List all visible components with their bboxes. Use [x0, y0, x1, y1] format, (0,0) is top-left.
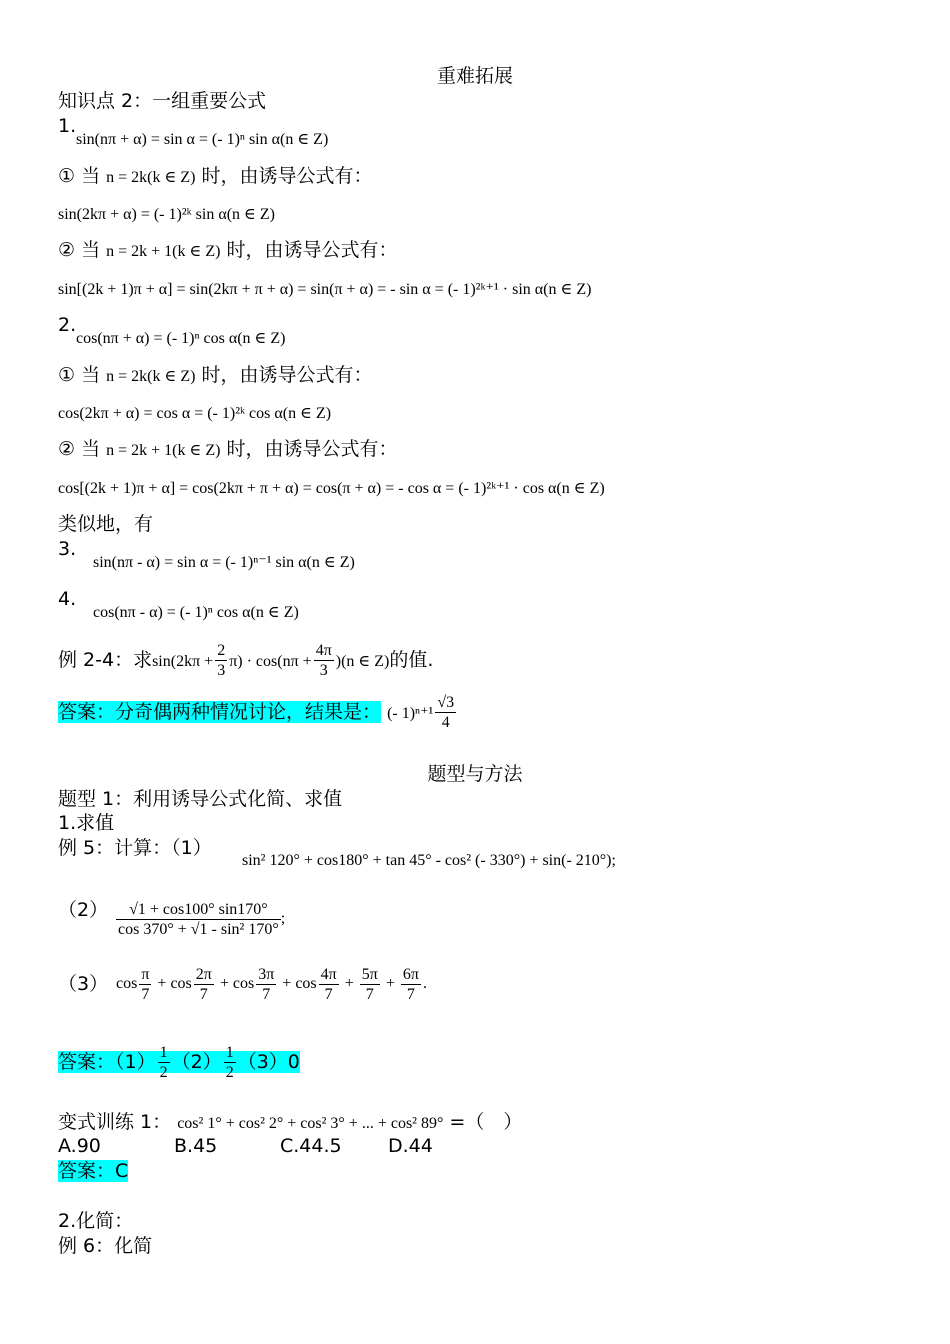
example-5-part-2 — [116, 900, 285, 939]
case-condition: n = 2k + 1(k ∈ Z) — [106, 442, 221, 459]
identity-4-formula: cos(nπ - α) = (- 1)ⁿ cos α(n ∈ Z) — [93, 604, 299, 621]
identity-2 — [58, 313, 76, 337]
formula-cos-even: cos(2kπ + α) = cos α = (- 1)²ᵏ cos α(n ∈ Z) — [58, 405, 332, 422]
section-title-key-points: 重难拓展 — [436, 65, 513, 87]
cos-term-fraction: $\frac{\pi}{7}$ — [141, 965, 150, 1003]
cos-term-fraction: $\frac{2\pi}{7}$ — [195, 965, 212, 1003]
answer-fraction-2: $\frac{1}{2}$ — [225, 1044, 234, 1081]
option-b: B.45 — [174, 1135, 218, 1157]
knowledge-point-heading: 知识点 2：一组重要公式 — [58, 90, 267, 112]
case-1-cos — [58, 363, 372, 389]
item-number: 1. — [58, 115, 77, 137]
answer-fraction-1: $\frac{1}{2}$ — [159, 1044, 168, 1081]
answer-highlight: 答案：分奇偶两种情况讨论，结果是： — [58, 701, 382, 723]
item-number: 2. — [58, 314, 77, 336]
example-5-part-1: sin² 120° + cos180° + tan 45° - cos² (- 330°) + sin(- 210°); — [242, 852, 616, 869]
case-condition: n = 2k + 1(k ∈ Z) — [106, 243, 221, 260]
option-c: C.44.5 — [280, 1135, 342, 1157]
case-condition: n = 2k(k ∈ Z) — [106, 368, 196, 385]
section-title-types-methods: 题型与方法 — [427, 763, 523, 785]
plus-sign: + — [282, 975, 292, 992]
cos-term-fraction: $\frac{4\pi}{7}$ — [320, 965, 337, 1003]
option-d: D.44 — [388, 1135, 433, 1157]
part-2-fraction: $\frac{√1 + \cos 100^\circ \sin 170^\circ}{\text{cos 370° + √1 - sin² 170°}}$ — [118, 901, 279, 938]
formula-sin-odd: sin[(2k + 1)π + α] = sin(2kπ + π + α) = sin(π + α) = - sin α = (- 1)²ᵏ⁺¹ · sin α(n ∈ Z) — [58, 281, 592, 298]
case-label: ② 当 — [58, 239, 101, 261]
cos-word: cos — [170, 975, 192, 992]
plus-sign: + — [219, 975, 229, 992]
expr-part: π) · cos(nπ + — [229, 653, 312, 670]
answer-5 — [58, 1040, 300, 1084]
case-text: 时，由诱导公式有： — [201, 165, 373, 187]
example-label: 例 2-4：求 — [58, 649, 153, 671]
variant-blank: =（ ） — [449, 1111, 523, 1133]
answer-power: (- 1)ⁿ⁺¹ — [387, 705, 434, 722]
case-text: 时，由诱导公式有： — [226, 438, 398, 460]
answer-variant-1 — [58, 1159, 128, 1183]
plus-sign: + — [344, 975, 354, 992]
identity-2-formula: cos(nπ + α) = (- 1)ⁿ cos α(n ∈ Z) — [76, 330, 286, 347]
cos-word: cos — [116, 975, 138, 992]
example-5-label: 例 5：计算：（1） — [58, 837, 212, 859]
semicolon: ; — [280, 910, 286, 928]
example-2-4 — [58, 638, 433, 684]
answer-fraction: $\frac{√3}{4}$ — [437, 694, 455, 731]
identity-1 — [58, 114, 76, 138]
case-2-sin — [58, 238, 398, 264]
sub-heading-simplify: 2.化简： — [58, 1210, 134, 1232]
cos-term-fraction: $\frac{3\pi}{7}$ — [258, 965, 275, 1003]
example-6-label: 例 6：化简 — [58, 1235, 153, 1257]
plus-sign: + — [385, 975, 395, 992]
type-1-heading: 题型 1：利用诱导公式化简、求值 — [58, 788, 343, 810]
sub-heading-evaluate: 1.求值 — [58, 812, 115, 834]
similarly-text: 类似地，有 — [58, 513, 154, 535]
variant-label: 变式训练 1： — [58, 1111, 172, 1133]
identity-1-formula: sin(nπ + α) = sin α = (- 1)ⁿ sin α(n ∈ Z) — [76, 131, 329, 148]
case-1-sin — [58, 164, 372, 190]
identity-3-number: 3. — [58, 538, 77, 560]
formula-cos-odd: cos[(2k + 1)π + α] = cos(2kπ + π + α) = cos(π + α) = - cos α = (- 1)²ᵏ⁺¹ · cos α(n ∈ Z) — [58, 480, 605, 497]
identity-4-number: 4. — [58, 588, 77, 610]
expr-part: sin(2kπ + — [152, 653, 214, 670]
case-label: ① 当 — [58, 165, 101, 187]
answer-highlight: 答案：C — [58, 1160, 129, 1182]
example-5-part-3-label: （3） — [58, 973, 109, 995]
case-label: ① 当 — [58, 364, 101, 386]
identity-3-formula: sin(nπ - α) = sin α = (- 1)ⁿ⁻¹ sin α(n ∈ Z) — [93, 554, 355, 571]
case-2-cos — [58, 437, 398, 463]
cos-word: cos — [232, 975, 255, 992]
plus-sign: + — [157, 975, 167, 992]
formula-sin-even: sin(2kπ + α) = (- 1)²ᵏ sin α(n ∈ Z) — [58, 206, 275, 223]
expr-part: )(n ∈ Z) — [335, 653, 390, 670]
case-condition: n = 2k(k ∈ Z) — [106, 169, 196, 186]
example-5-part-2-label: （2） — [58, 899, 109, 921]
case-text: 时，由诱导公式有： — [201, 364, 373, 386]
example-5-part-3 — [116, 964, 427, 1004]
cos-word: cos — [295, 975, 317, 992]
variant-training-1 — [58, 1110, 522, 1136]
cos-term-fraction: $\frac{5\pi}{7}$ — [361, 965, 378, 1003]
cos-term-fraction: $\frac{6\pi}{7}$ — [402, 965, 419, 1003]
case-label: ② 当 — [58, 438, 101, 460]
answer-highlight: 答案：（1） $\frac{1}{2}$ （2） $\frac{1}{2}$ （3）0 — [58, 1044, 300, 1081]
variant-expression: cos² 1° + cos² 2° + cos² 3° + ... + cos² 89° — [177, 1115, 444, 1132]
variant-options — [58, 1134, 433, 1158]
fraction-2-3: $\frac{2}{3}$ — [217, 642, 226, 679]
case-text: 时，由诱导公式有： — [226, 239, 398, 261]
answer-2-4 — [58, 690, 458, 736]
period: . — [422, 975, 427, 992]
option-a: A.90 — [58, 1135, 101, 1157]
fraction-4pi-3: $\frac{4\pi}{3}$ — [315, 642, 332, 679]
example-tail: 的值. — [389, 649, 434, 671]
